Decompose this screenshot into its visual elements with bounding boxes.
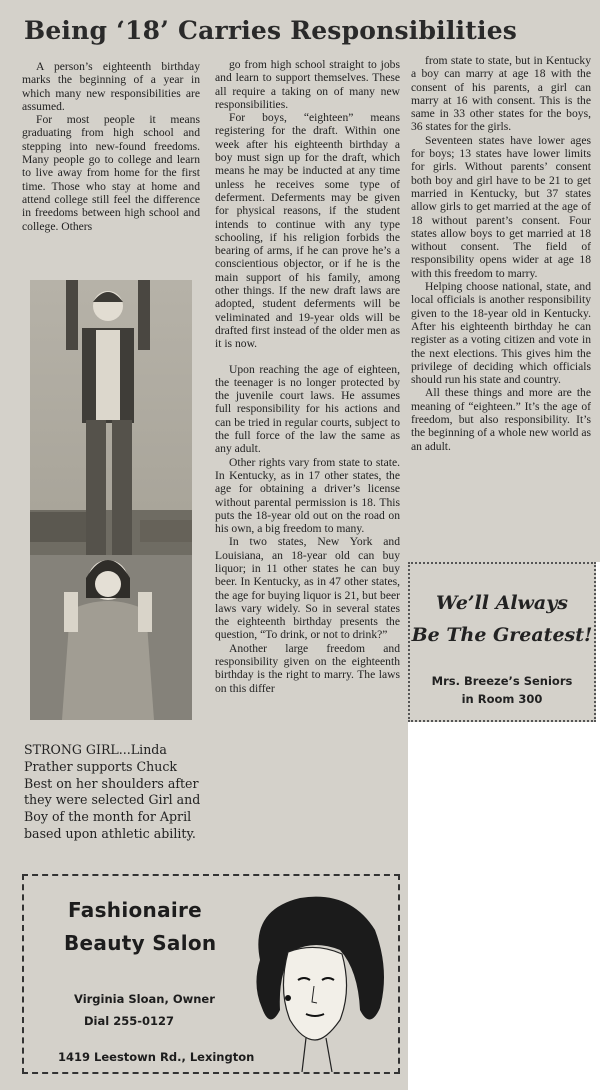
salon-phone: Dial 255-0127 xyxy=(84,1014,174,1028)
ad-room: in Room 300 xyxy=(461,692,543,706)
paragraph: from state to state, but in Kentucky a boy can marry at age 18 with the consent of his parents, a girl can marry at 16 with consent. This is the same in 33 other states for the boys, 36 states for the girls. xyxy=(411,54,591,134)
salon-owner: Virginia Sloan, Owner xyxy=(74,992,215,1006)
paragraph: For boys, “eighteen” means registering for the draft. Within one week after his eighteenth birthday a boy must sign up for the draft, which means he may be inducted at any time unless he receives some type of deferment. Deferments may be given for physical reasons, if the student intends to continue with any type schooling, if his religion forbids the bearing of arms, if he can prove he’s a conscientious objector, or if he is the main support of his family, among other things. If the new draft laws are adopted, student deferments will be veliminated and 19-year olds will be drafted first instead of the older men as it is now. xyxy=(215,111,400,351)
salon-name-line-1: Fashionaire xyxy=(68,898,203,922)
article-column-3 xyxy=(411,54,591,453)
salon-ad xyxy=(22,874,400,1074)
ad-headline-line-2: Be The Greatest! xyxy=(411,624,593,646)
paragraph: All these things and more are the meaning of “eighteen.” It’s the age of freedom, but also responsibility. It’s the beginning of a whole new world as an adult. xyxy=(411,386,591,453)
paragraph: A person’s eighteenth birthday marks the beginning of a year in which many new responsibilities are assumed. xyxy=(22,60,200,113)
article-column-2 xyxy=(215,58,400,695)
headline: Being ‘18’ Carries Responsibilities xyxy=(24,16,518,45)
salon-name-line-2: Beauty Salon xyxy=(64,931,217,955)
paragraph: Another large freedom and responsibility given on the eighteenth birthday is the right to marry. The laws on this differ xyxy=(215,641,400,695)
photo-illustration xyxy=(30,280,192,720)
article-column-1 xyxy=(22,60,200,233)
paragraph: Seventeen states have lower ages for boys; 13 states have lower limits for girls. Without parents’ consent both boy and girl have to be 21 to get married in Kentucky, but 37 states allow girls to get married at the age of 18 without parent’s consent. Four states allow boys to get married at 18 without consent. The field of responsibility opens wider at age 18 with this freedom to marry. xyxy=(411,133,591,280)
paragraph: For most people it means graduating from high school and stepping into new-found freedoms. Many people go to college and learn to live away from home for the first time. Those who stay at home and attend college still feel the difference in freedoms between high school and college. Others xyxy=(22,113,200,233)
paragraph: Upon reaching the age of eighteen, the teenager is no longer protected by the juvenile court laws. He assumes full responsibility for his actions and can be tried in regular courts, subject to the full force of the law the same as any adult. xyxy=(215,362,400,456)
photo-girl-lifting-boy xyxy=(30,280,192,720)
ad-headline-line-1: We’ll Always xyxy=(436,592,568,614)
paragraph: go from high school straight to jobs and learn to support themselves. These all require a taking on of many new responsibilities. xyxy=(215,58,400,111)
woman-portrait-illustration xyxy=(240,890,390,1072)
seniors-ad xyxy=(408,562,596,722)
paragraph: Helping choose national, state, and local officials is another responsibility given to the 18-year old in Kentucky. After his eighteenth birthday he can register as a voting citizen and vote in the next elections. This gives him the privilege of deciding which officials should run his state and country. xyxy=(411,280,591,387)
paragraph: Other rights vary from state to state. In Kentucky, as in 17 other states, the age for obtaining a driver’s license without parental permission is 18. This puts the 18-year old out on the road on his own, a big freedom to many. xyxy=(215,455,400,536)
photo-caption: STRONG GIRL...Linda Prather supports Chuck Best on her shoulders after they were selected Girl and Boy of the month for April based upon athletic ability. xyxy=(24,742,201,841)
paragraph: In two states, New York and Louisiana, an 18-year old can buy liquor; in 11 other states he can buy beer. In Kentucky, as in 47 other states, the age for buying liquor is 21, but beer laws vary widely. So in several states the eighteenth birthday presents the question, “To drink, or not to drink?” xyxy=(215,535,400,642)
ad-sponsor: Mrs. Breeze’s Seniors xyxy=(431,674,573,688)
salon-address: 1419 Leestown Rd., Lexington xyxy=(58,1050,255,1064)
